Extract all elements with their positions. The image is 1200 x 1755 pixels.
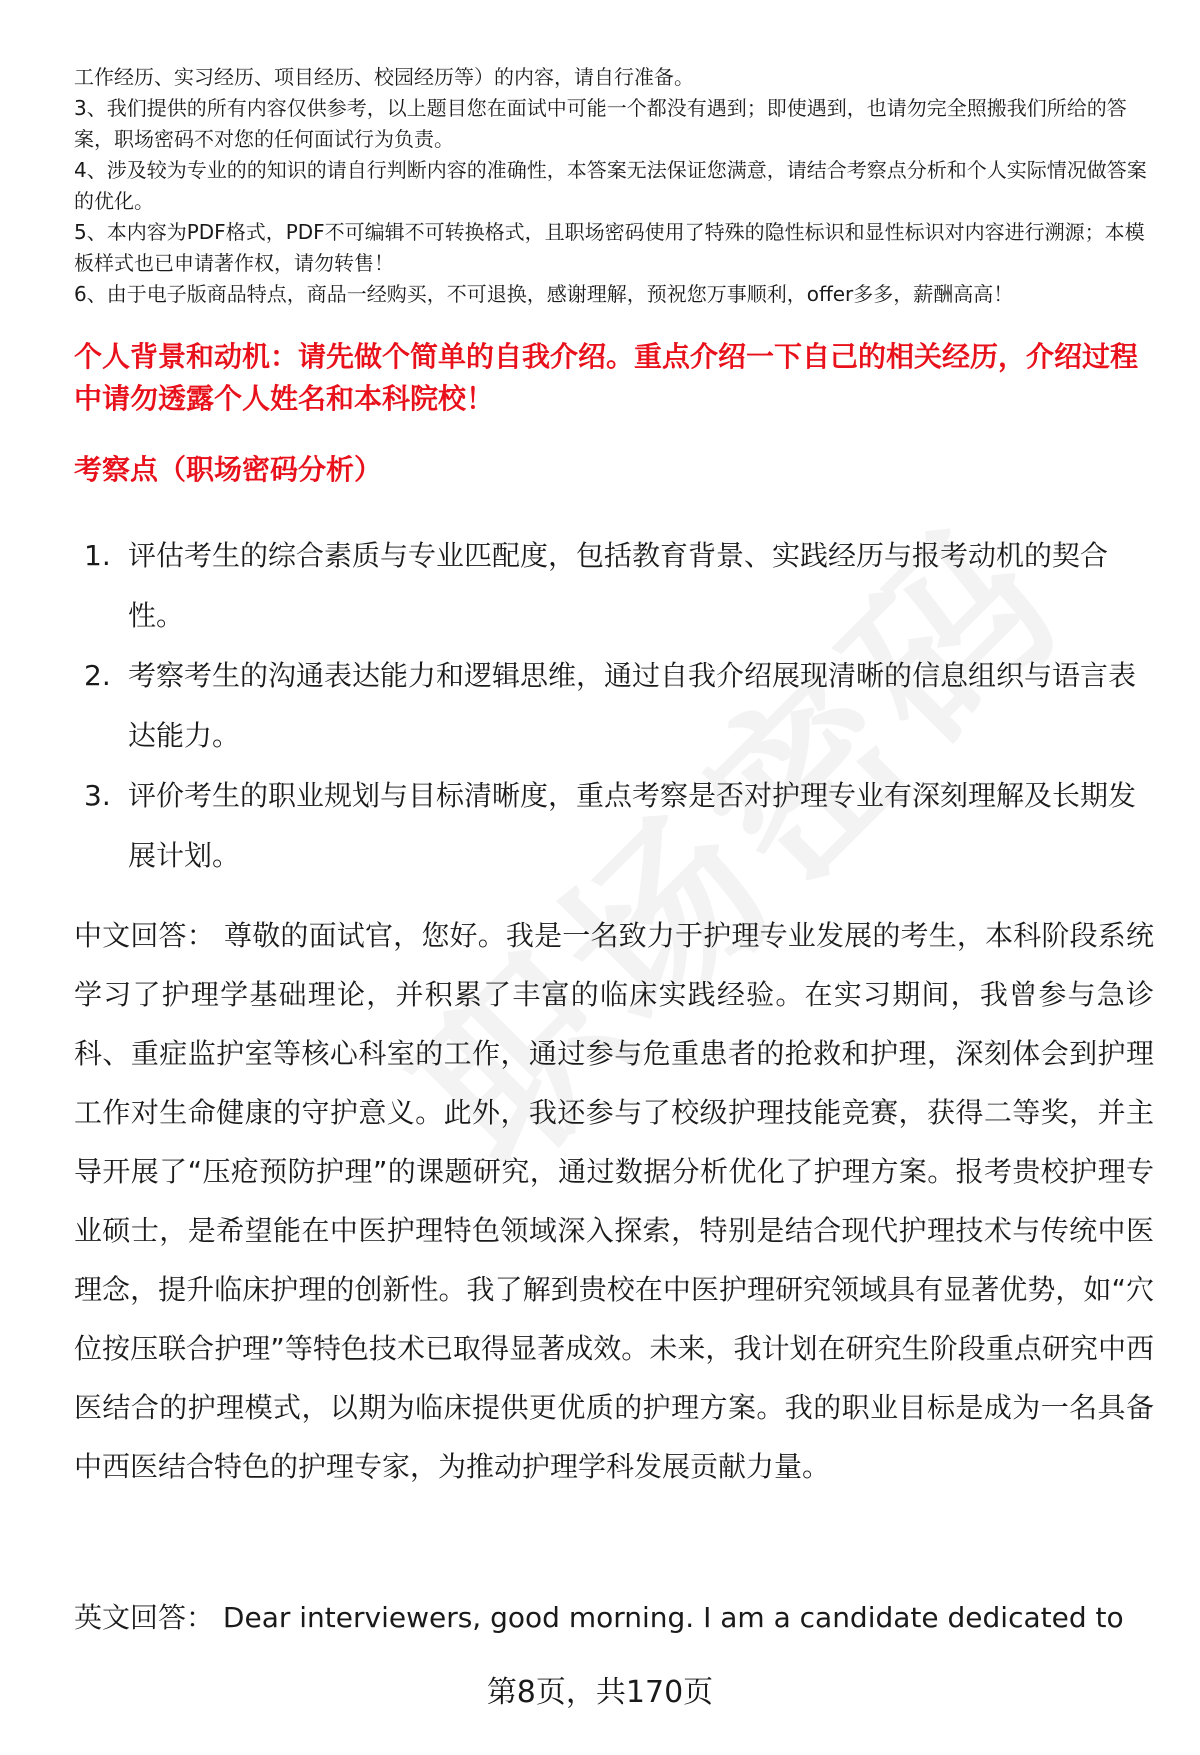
list-number: 1.	[84, 539, 111, 572]
list-number: 2.	[84, 659, 111, 692]
list-text: 评估考生的综合素质与专业匹配度，包括教育背景、实践经历与报考动机的契合性。	[128, 539, 1109, 632]
list-item	[84, 526, 1149, 646]
analysis-heading: 考察点（职场密码分析）	[74, 453, 383, 486]
chinese-answer: 中文回答： 尊敬的面试官，您好。我是一名致力于护理专业发展的考生，本科阶段系统学习了护理学基础理论，并积累了丰富的临床实践经验。在实习期间，我曾参与急诊科、重症监护室等核心科室的工作，通过参与危重患者的抢救和护理，深刻体会到护理工作对生命健康的守护意义。此外，我还参与了校级护理技能竞赛，获得二等奖，并主导开展了“压疮预防护理”的课题研究，通过数据分析优化了护理方案。报考贵校护理专业硕士，是希望能在中医护理特色领域深入探索，特别是结合现代护理技术与传统中医理念，提升临床护理的创新性。我了解到贵校在中医护理研究领域具有显著优势，如“穴位按压联合护理”等特色技术已取得显著成效。未来，我计划在研究生阶段重点研究中西医结合的护理模式，以期为临床提供更优质的护理方案。我的职业目标是成为一名具备中西医结合特色的护理专家，为推动护理学科发展贡献力量。	[74, 919, 1154, 1483]
note-line: 工作经历、实习经历、项目经历、校园经历等）的内容，请自行准备。	[74, 65, 694, 89]
question-heading: 个人背景和动机：请先做个简单的自我介绍。重点介绍一下自己的相关经历，介绍过程中请勿透露个人姓名和本科院校！	[74, 340, 1139, 415]
note-line: 4、涉及较为专业的的知识的请自行判断内容的准确性，本答案无法保证您满意，请结合考察点分析和个人实际情况做答案的优化。	[74, 158, 1147, 213]
list-text: 评价考生的职业规划与目标清晰度，重点考察是否对护理专业有深刻理解及长期发展计划。	[128, 779, 1137, 872]
list-item	[84, 646, 1149, 766]
note-line: 5、本内容为PDF格式，PDF不可编辑不可转换格式，且职场密码使用了特殊的隐性标识和显性标识对内容进行溯源；本模板样式也已申请著作权，请勿转售！	[74, 220, 1145, 275]
list-item	[84, 766, 1149, 886]
note-line: 3、我们提供的所有内容仅供参考，以上题目您在面试中可能一个都没有遇到；即使遇到，也请勿完全照搬我们所给的答案，职场密码不对您的任何面试行为负责。	[74, 96, 1127, 151]
list-text: 考察考生的沟通表达能力和逻辑思维，通过自我介绍展现清晰的信息组织与语言表达能力。	[128, 659, 1137, 752]
notes-section	[74, 62, 1164, 310]
note-line: 6、由于电子版商品特点，商品一经购买，不可退换，感谢理解，预祝您万事顺利，offer多多，薪酬高高！	[74, 282, 1014, 306]
list-number: 3.	[84, 779, 111, 812]
analysis-points	[84, 526, 1149, 886]
english-answer: 英文回答： Dear interviewers, good morning. I am a candidate dedicated to	[74, 1601, 1124, 1634]
page-number: 第8页，共170页	[486, 1675, 714, 1710]
